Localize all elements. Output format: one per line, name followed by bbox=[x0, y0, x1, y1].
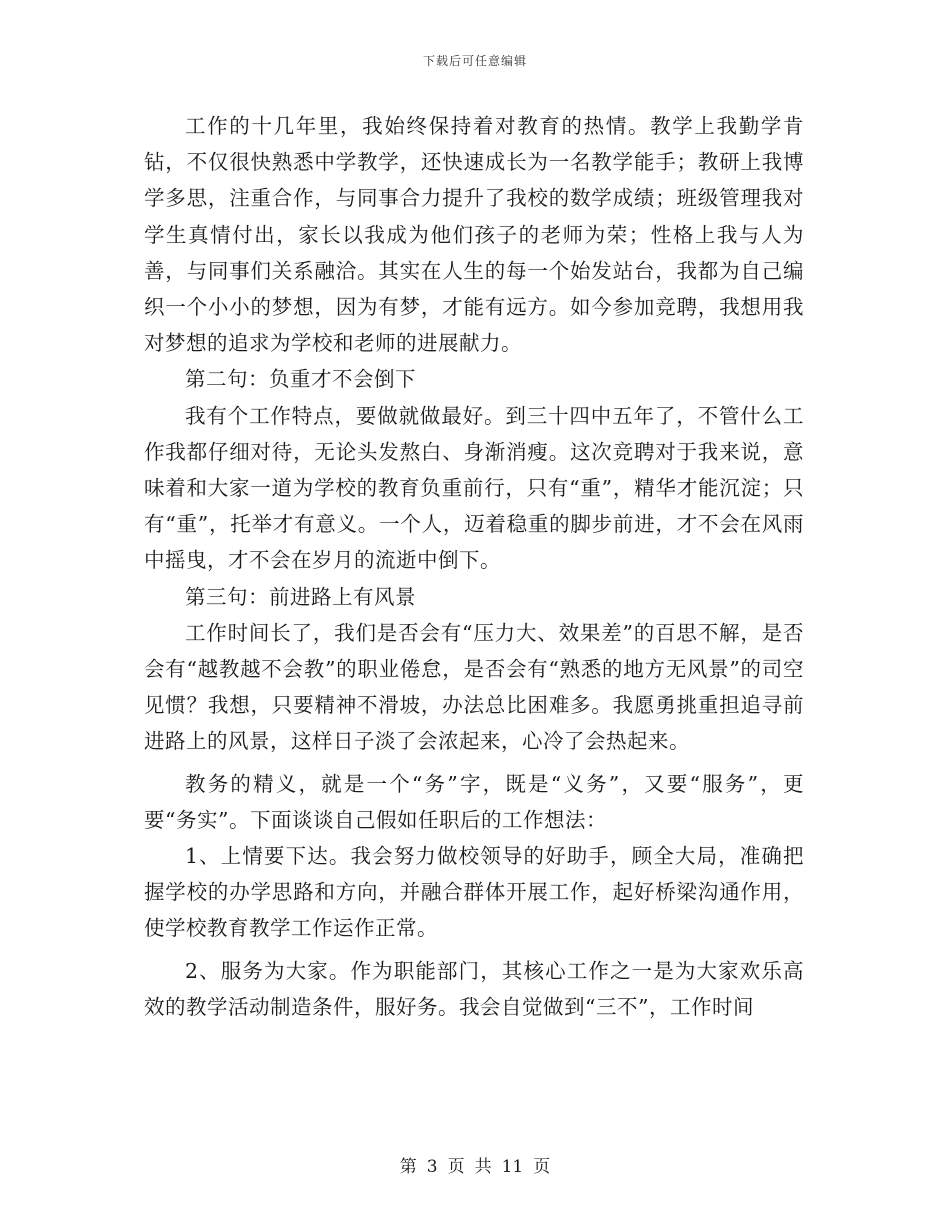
section-heading-2: 第二句：负重才不会倒下 bbox=[185, 367, 416, 392]
paragraph-5: 1、上情要下达。我会努力做校领导的好助手，顾全大局，准确把握学校的办学思路和方向，并融合群体开展工作，起好桥梁沟通作用，使学校教育教学工作运作正常。 bbox=[144, 844, 804, 941]
paragraph-6: 2、服务为大家。作为职能部门，其核心工作之一是为大家欢乐高效的教学活动制造条件，服好务。我会自觉做到“三不”，工作时间 bbox=[144, 958, 804, 1019]
footer-page-word: 页 bbox=[447, 1157, 465, 1177]
paragraph-3: 工作时间长了，我们是否会有“压力大、效果差”的百思不解，是否会有“越教越不会教”的职业倦怠，是否会有“熟悉的地方无风景”的司空见惯？我想，只要精神不滑坡，办法总比困难多。我愿勇挑重担追寻前进路上的风景，这样日子淡了会浓起来，心冷了会热起来。 bbox=[144, 620, 804, 754]
paragraph-1: 工作的十几年里，我始终保持着对教育的热情。教学上我勤学肯钻，不仅很快熟悉中学教学，还快速成长为一名教学能手；教研上我博学多思，注重合作，与同事合力提升了我校的数学成绩；班级管理我对学生真情付出，家长以我成为他们孩子的老师为荣；性格上我与人为善，与同事们关系融洽。其实在人生的每一个始发站台，我都为自己编织一个小小的梦想，因为有梦，才能有远方。如今参加竞聘，我想用我对梦想的追求为学校和老师的进展献力。 bbox=[144, 114, 804, 356]
page-footer bbox=[0, 1152, 950, 1177]
page-header-note: 下载后可任意编辑 bbox=[422, 54, 527, 68]
footer-total-prefix: 共 bbox=[474, 1157, 492, 1177]
document-body bbox=[144, 108, 804, 1025]
footer-current-page: 3 bbox=[426, 1157, 438, 1177]
section-heading-3: 第三句：前进路上有风景 bbox=[185, 584, 416, 609]
footer-suffix: 页 bbox=[533, 1157, 551, 1177]
paragraph-2: 我有个工作特点，要做就做最好。到三十四中五年了，不管什么工作我都仔细对待，无论头发熬白、身渐消瘦。这次竞聘对于我来说，意味着和大家一道为学校的教育负重前行，只有“重”，精华才能沉淀；只有“重”，托举才有意义。一个人，迈着稳重的脚步前进，才不会在风雨中摇曳，才不会在岁月的流逝中倒下。 bbox=[144, 403, 804, 573]
footer-total-pages: 11 bbox=[501, 1157, 524, 1177]
paragraph-4: 教务的精义，就是一个“务”字，既是“义务”，又要“服务”，更要“务实”。下面谈谈自己假如任职后的工作想法： bbox=[144, 771, 804, 832]
footer-prefix: 第 bbox=[399, 1157, 417, 1177]
